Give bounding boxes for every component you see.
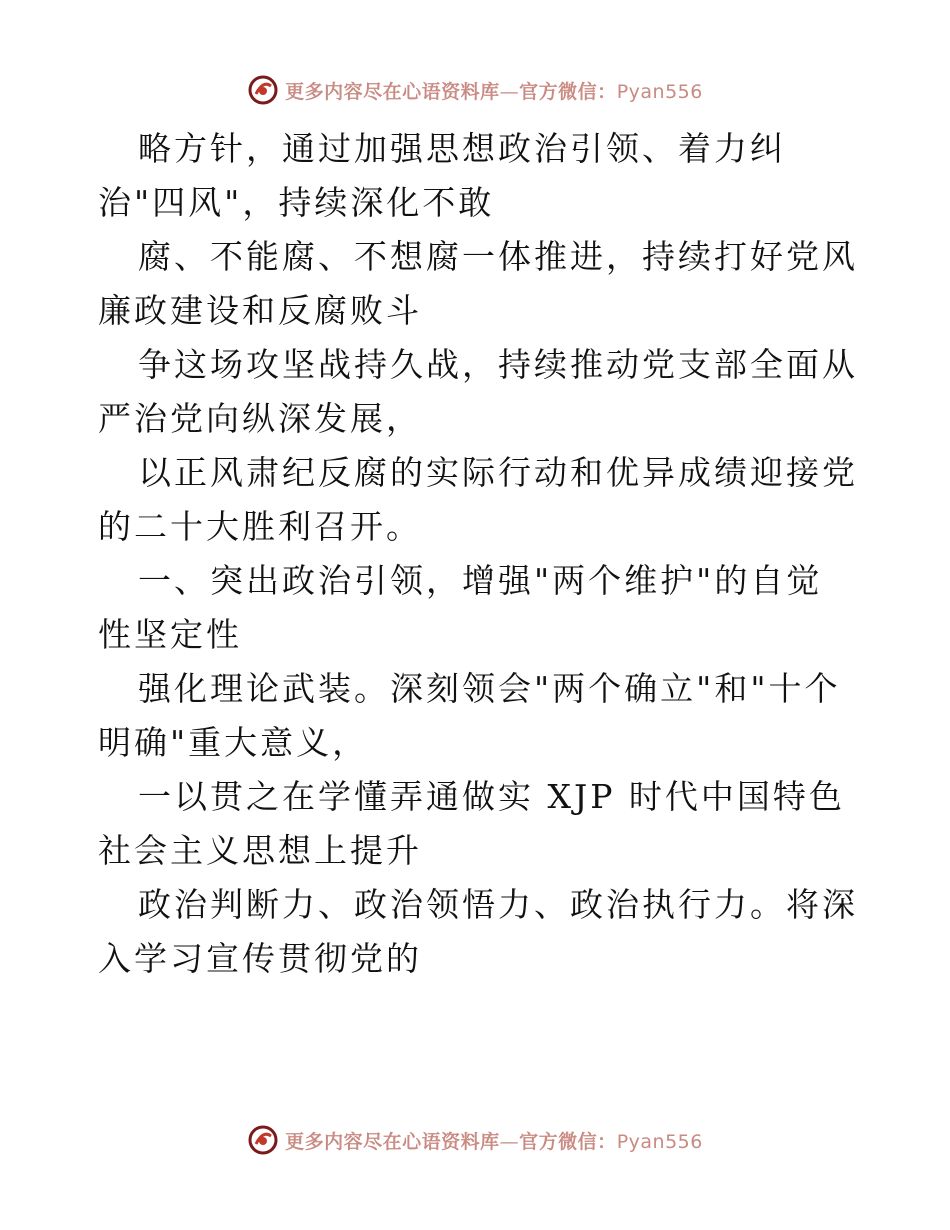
paragraph: 争这场攻坚战持久战，持续推动党支部全面从严治党向纵深发展， bbox=[98, 345, 858, 438]
paragraph: 腐、不能腐、不想腐一体推进，持续打好党风廉政建设和反腐败斗 bbox=[98, 237, 858, 330]
watermark-label: 官方微信： bbox=[519, 80, 617, 103]
watermark-slogan: 更多内容尽在心语资料库 bbox=[285, 1130, 500, 1153]
paragraph: 略方针，通过加强思想政治引领、着力纠治"四风"，持续深化不敢 bbox=[98, 129, 786, 222]
watermark-wechat-id: Pyan556 bbox=[616, 80, 703, 103]
brand-logo-icon bbox=[247, 74, 279, 106]
watermark-header bbox=[0, 70, 950, 110]
watermark-separator: — bbox=[499, 80, 520, 103]
watermark-slogan: 更多内容尽在心语资料库 bbox=[285, 80, 500, 103]
brand-logo-icon bbox=[247, 1124, 279, 1156]
watermark-wechat-id: Pyan556 bbox=[616, 1130, 703, 1153]
paragraph: 一以贯之在学懂弄通做实 XJP 时代中国特色社会主义思想上提升 bbox=[98, 777, 845, 870]
watermark-text bbox=[285, 1127, 703, 1154]
paragraph: 政治判断力、政治领悟力、政治执行力。将深入学习宣传贯彻党的 bbox=[98, 885, 858, 978]
watermark-label: 官方微信： bbox=[519, 1130, 617, 1153]
document-body bbox=[98, 122, 858, 986]
watermark-separator: — bbox=[499, 1130, 520, 1153]
watermark-text bbox=[285, 77, 703, 104]
watermark-footer bbox=[0, 1120, 950, 1160]
paragraph: 以正风肃纪反腐的实际行动和优异成绩迎接党的二十大胜利召开。 bbox=[98, 453, 858, 546]
section-heading: 一、突出政治引领，增强"两个维护"的自觉性坚定性 bbox=[98, 561, 823, 654]
paragraph: 强化理论武装。深刻领会"两个确立"和"十个明确"重大意义， bbox=[98, 669, 841, 762]
